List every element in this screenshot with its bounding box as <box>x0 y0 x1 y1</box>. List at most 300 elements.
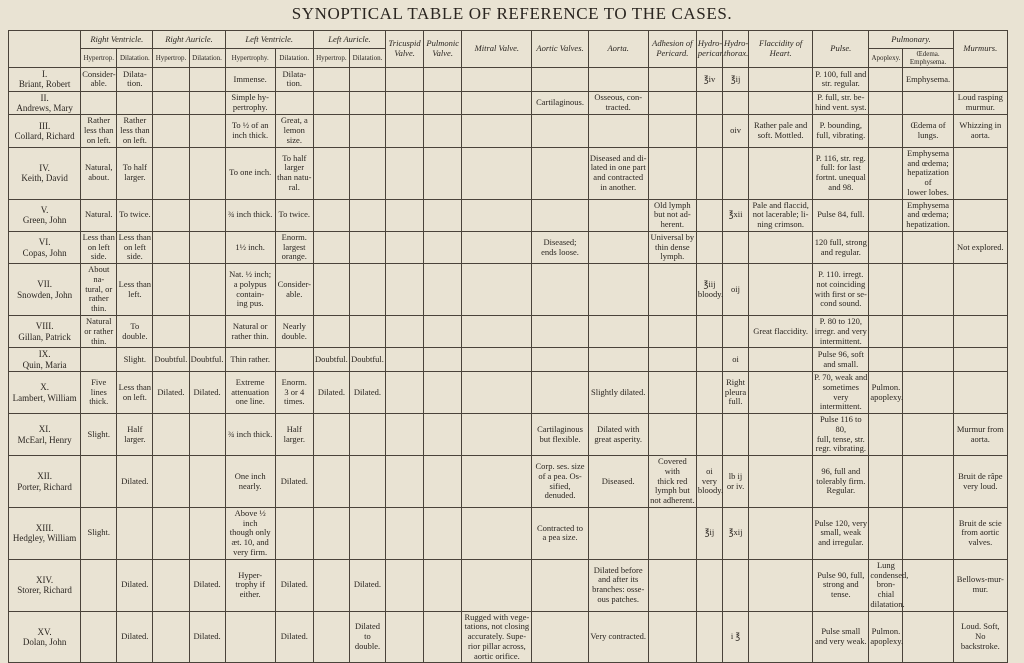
table-cell: Dilated. <box>275 611 313 663</box>
table-cell <box>349 456 385 508</box>
table-cell <box>424 372 462 414</box>
table-cell <box>225 611 275 663</box>
table-cell <box>903 348 953 372</box>
patient-name: Copas, John <box>22 247 67 258</box>
table-cell <box>313 559 349 611</box>
table-cell <box>313 264 349 316</box>
table-cell: Dilated. <box>349 559 385 611</box>
table-cell: Diseased. <box>588 456 648 508</box>
table-cell <box>424 115 462 147</box>
table-cell <box>462 348 532 372</box>
table-cell <box>349 414 385 456</box>
table-cell <box>869 414 903 456</box>
table-cell: Loud rasping murmur. <box>953 91 1007 115</box>
table-cell <box>696 559 722 611</box>
table-cell <box>588 348 648 372</box>
table-cell <box>953 348 1007 372</box>
table-cell <box>648 91 696 115</box>
table-cell <box>749 611 813 663</box>
case-number: V. <box>40 204 49 215</box>
table-cell: Dilated to double. <box>349 611 385 663</box>
table-cell <box>532 199 588 231</box>
table-cell <box>462 372 532 414</box>
table-cell: Doubtful. <box>349 348 385 372</box>
table-cell <box>696 348 722 372</box>
table-cell <box>462 507 532 559</box>
patient-name: Briant, Robert <box>18 79 71 90</box>
table-cell <box>953 372 1007 414</box>
table-cell <box>696 91 722 115</box>
table-cell: To half larger than natu- ral. <box>275 147 313 199</box>
table-cell <box>153 559 189 611</box>
table-cell: Simple hy- pertrophy. <box>225 91 275 115</box>
table-cell <box>903 372 953 414</box>
table-cell <box>462 264 532 316</box>
table-cell <box>722 231 748 263</box>
table-cell: Pulse 116 to 80, full, tense, str. regr. vibrating. <box>813 414 869 456</box>
table-cell <box>869 348 903 372</box>
case-name-cell <box>9 91 81 115</box>
table-cell: Cartilaginous. <box>532 91 588 115</box>
table-cell: Covered with thick red lymph but not adherent. <box>648 456 696 508</box>
header-case <box>9 31 81 68</box>
case-name-cell <box>9 231 81 263</box>
table-cell <box>722 316 748 348</box>
table-cell <box>903 507 953 559</box>
table-cell: Dilated. <box>189 372 225 414</box>
table-cell: Rugged with vege- tations, not closing accurately. Supe- rior pillar across, aortic orifice. <box>462 611 532 663</box>
table-row <box>9 414 1008 456</box>
case-number: XII. <box>37 471 52 482</box>
table-cell: ℥ij <box>722 68 748 92</box>
table-cell: Dilated. <box>189 559 225 611</box>
table-cell <box>386 507 424 559</box>
table-cell: Diseased and di- lated in one part and contracted in another. <box>588 147 648 199</box>
table-cell <box>153 147 189 199</box>
table-cell: Contracted to a pea size. <box>532 507 588 559</box>
table-cell <box>153 68 189 92</box>
table-cell <box>532 611 588 663</box>
table-cell <box>532 115 588 147</box>
table-cell <box>153 316 189 348</box>
patient-name: Green, John <box>22 215 67 226</box>
case-name-cell <box>9 414 81 456</box>
table-cell: Natural or rather thin. <box>81 316 117 348</box>
table-cell <box>424 147 462 199</box>
table-cell: To twice. <box>117 199 153 231</box>
patient-name: Dolan, John <box>22 637 67 648</box>
table-cell: Dilated. <box>117 559 153 611</box>
table-cell <box>903 414 953 456</box>
table-cell <box>81 348 117 372</box>
subheader-rv-hypertrop: Hypertrop. <box>81 49 117 68</box>
table-cell <box>648 559 696 611</box>
table-cell <box>349 115 385 147</box>
table-cell <box>153 611 189 663</box>
table-cell: P. 116, str. reg. full: for last fortnt. unequal and 98. <box>813 147 869 199</box>
table-cell: P. 80 to 120, irregr. and very intermittent. <box>813 316 869 348</box>
table-cell <box>189 68 225 92</box>
table-cell <box>903 316 953 348</box>
table-cell <box>313 316 349 348</box>
subheader-apoplexy: Apoplexy. <box>869 49 903 68</box>
table-cell <box>349 68 385 92</box>
table-cell <box>869 507 903 559</box>
table-cell: Cartilaginous but flexible. <box>532 414 588 456</box>
table-cell <box>153 456 189 508</box>
subheader-la-hypertrop: Hypertrop. <box>313 49 349 68</box>
table-cell: ¾ inch thick. <box>225 199 275 231</box>
header-pulmonic: Pulmonic Valve. <box>424 31 462 68</box>
table-cell <box>588 199 648 231</box>
table-cell <box>749 348 813 372</box>
table-cell <box>189 316 225 348</box>
table-cell: 120 full, strong and regular. <box>813 231 869 263</box>
table-row <box>9 611 1008 663</box>
table-cell <box>749 231 813 263</box>
table-cell <box>81 611 117 663</box>
table-cell <box>462 68 532 92</box>
table-cell <box>869 147 903 199</box>
table-row <box>9 115 1008 147</box>
table-cell <box>869 68 903 92</box>
table-cell <box>386 91 424 115</box>
table-cell: Lung condensed, bron- chial dilatation. <box>869 559 903 611</box>
table-cell <box>648 264 696 316</box>
table-cell: Above ½ inch though only æt. 10, and very firm. <box>225 507 275 559</box>
table-cell <box>588 68 648 92</box>
table-cell <box>81 559 117 611</box>
table-cell <box>349 264 385 316</box>
table-cell <box>869 115 903 147</box>
table-cell <box>349 231 385 263</box>
case-name-cell <box>9 115 81 147</box>
table-cell: Dilated with great asperity. <box>588 414 648 456</box>
table-cell <box>189 91 225 115</box>
table-cell <box>749 372 813 414</box>
table-cell: Natural or rather thin. <box>225 316 275 348</box>
table-cell <box>749 68 813 92</box>
patient-name: Porter, Richard <box>17 481 72 492</box>
table-cell: One inch nearly. <box>225 456 275 508</box>
table-cell: Bruit de râpe very loud. <box>953 456 1007 508</box>
case-number: XV. <box>37 626 52 637</box>
header-right-auricle: Right Auricle. <box>153 31 225 49</box>
table-cell: Loud. Soft, No backstroke. <box>953 611 1007 663</box>
header-hydro-pericar: Hydro-pericar. <box>696 31 722 68</box>
table-cell: i ℥ <box>722 611 748 663</box>
table-cell: Bellows-mur- mur. <box>953 559 1007 611</box>
table-cell <box>462 414 532 456</box>
table-cell: P. 100, full and str. regular. <box>813 68 869 92</box>
table-cell <box>648 115 696 147</box>
table-cell: Less than on left. <box>117 372 153 414</box>
case-name-cell <box>9 372 81 414</box>
table-cell <box>189 115 225 147</box>
table-cell <box>386 68 424 92</box>
header-aorta: Aorta. <box>588 31 648 68</box>
table-cell <box>275 91 313 115</box>
table-cell: Murmur from aorta. <box>953 414 1007 456</box>
table-cell <box>903 91 953 115</box>
table-cell: Pulse 84, full. <box>813 199 869 231</box>
table-cell: Dilata- tion. <box>275 68 313 92</box>
table-cell <box>462 115 532 147</box>
header-right-ventricle: Right Ventricle. <box>81 31 153 49</box>
table-cell: P. bounding, full, vibrating. <box>813 115 869 147</box>
table-cell: Consider- able. <box>275 264 313 316</box>
subheader-ra-dilatation: Dilatation. <box>189 49 225 68</box>
table-cell: Pulse 96, soft and small. <box>813 348 869 372</box>
table-cell: Not explored. <box>953 231 1007 263</box>
header-left-auricle: Left Auricle. <box>313 31 385 49</box>
table-cell <box>749 456 813 508</box>
table-cell <box>189 147 225 199</box>
table-row <box>9 68 1008 92</box>
table-cell <box>903 559 953 611</box>
table-cell <box>648 348 696 372</box>
table-cell: P. full, str. be- hind vent. syst. <box>813 91 869 115</box>
table-cell <box>386 147 424 199</box>
table-cell: Dilated before and after its branches: osse- ous patches. <box>588 559 648 611</box>
table-cell <box>313 68 349 92</box>
table-cell: Slightly dilated. <box>588 372 648 414</box>
table-row <box>9 264 1008 316</box>
table-cell <box>81 456 117 508</box>
table-cell: Less than on left side. <box>117 231 153 263</box>
table-cell <box>189 231 225 263</box>
case-number: I. <box>41 69 48 80</box>
table-cell: Nat. ½ inch; a polypus contain- ing pus. <box>225 264 275 316</box>
table-cell: Less than left. <box>117 264 153 316</box>
table-cell <box>588 231 648 263</box>
case-name-cell <box>9 507 81 559</box>
table-cell: ℥xii <box>722 199 748 231</box>
table-cell: Emphysema. <box>903 68 953 92</box>
table-cell <box>648 611 696 663</box>
table-cell: Dilated. <box>117 611 153 663</box>
table-cell: ¾ inch thick. <box>225 414 275 456</box>
patient-name: Keith, David <box>21 173 68 184</box>
table-cell <box>532 316 588 348</box>
table-cell <box>532 264 588 316</box>
table-cell <box>696 611 722 663</box>
table-cell: oij <box>722 264 748 316</box>
header-tricuspid: Tricuspid Valve. <box>386 31 424 68</box>
table-cell <box>349 91 385 115</box>
table-cell <box>696 414 722 456</box>
table-cell <box>424 231 462 263</box>
table-cell <box>117 507 153 559</box>
table-cell: To one inch. <box>225 147 275 199</box>
table-cell: Thin rather. <box>225 348 275 372</box>
table-cell <box>462 456 532 508</box>
table-cell <box>749 264 813 316</box>
table-cell: 1½ inch. <box>225 231 275 263</box>
table-cell <box>869 316 903 348</box>
patient-name: Quin, Maria <box>22 359 67 370</box>
patient-name: McEarl, Henry <box>17 434 72 445</box>
case-name-cell <box>9 199 81 231</box>
case-number: XIII. <box>35 523 54 534</box>
table-cell: To twice. <box>275 199 313 231</box>
case-name-cell <box>9 316 81 348</box>
table-cell: Great flaccidity. <box>749 316 813 348</box>
table-row <box>9 91 1008 115</box>
table-cell <box>153 91 189 115</box>
table-cell: Pulse small and very weak. <box>813 611 869 663</box>
table-cell <box>749 147 813 199</box>
case-number: VI. <box>38 237 51 248</box>
table-cell: Dilated. <box>275 559 313 611</box>
table-cell <box>953 199 1007 231</box>
table-cell: Dilated. <box>275 456 313 508</box>
case-number: IV. <box>39 162 50 173</box>
table-cell: oi <box>722 348 748 372</box>
table-cell: lb ij or iv. <box>722 456 748 508</box>
table-cell <box>749 507 813 559</box>
table-cell <box>462 91 532 115</box>
table-cell <box>349 507 385 559</box>
case-number: III. <box>38 120 51 131</box>
table-cell <box>869 199 903 231</box>
table-cell: Slight. <box>117 348 153 372</box>
table-cell <box>386 414 424 456</box>
header-aortic: Aortic Valves. <box>532 31 588 68</box>
table-cell: Half larger. <box>275 414 313 456</box>
table-cell <box>386 231 424 263</box>
table-cell <box>153 264 189 316</box>
table-cell <box>953 264 1007 316</box>
table-cell <box>313 91 349 115</box>
table-cell <box>696 115 722 147</box>
table-cell <box>462 231 532 263</box>
table-cell: P. 110. irregt. not coinciding with first or se- cond sound. <box>813 264 869 316</box>
table-cell <box>313 231 349 263</box>
table-cell <box>349 147 385 199</box>
table-cell: Pulse 90, full, strong and tense. <box>813 559 869 611</box>
table-cell: Immense. <box>225 68 275 92</box>
table-cell: ℥xij <box>722 507 748 559</box>
table-cell: ℥iij bloody. <box>696 264 722 316</box>
table-cell: Extreme attenuation one line. <box>225 372 275 414</box>
table-cell <box>275 348 313 372</box>
table-body <box>9 68 1008 663</box>
patient-name: Collard, Richard <box>14 131 75 142</box>
table-cell <box>313 147 349 199</box>
table-cell <box>588 316 648 348</box>
table-cell <box>424 507 462 559</box>
table-cell <box>648 507 696 559</box>
table-cell: ℥iv <box>696 68 722 92</box>
table-cell: Pulse 120, very small, weak and irregular. <box>813 507 869 559</box>
table-cell: Œdema of lungs. <box>903 115 953 147</box>
table-cell <box>749 414 813 456</box>
table-cell <box>424 348 462 372</box>
table-cell: Rather less than on left. <box>81 115 117 147</box>
subheader-lv-dilatation: Dilatation. <box>275 49 313 68</box>
table-cell <box>349 199 385 231</box>
table-cell: Five lines thick. <box>81 372 117 414</box>
table-cell: To double. <box>117 316 153 348</box>
table-row <box>9 348 1008 372</box>
table-title: SYNOPTICAL TABLE OF REFERENCE TO THE CASES. <box>291 4 733 23</box>
table-cell <box>313 456 349 508</box>
table-cell <box>869 91 903 115</box>
table-cell <box>532 372 588 414</box>
case-number: IX. <box>38 349 51 360</box>
table-cell <box>648 68 696 92</box>
header-hydro-thorax: Hydro-thorax. <box>722 31 748 68</box>
table-cell <box>313 115 349 147</box>
table-row <box>9 316 1008 348</box>
table-cell <box>153 199 189 231</box>
case-name-cell <box>9 147 81 199</box>
table-row <box>9 456 1008 508</box>
table-cell <box>349 316 385 348</box>
table-cell <box>749 559 813 611</box>
table-cell: Rather less than on left. <box>117 115 153 147</box>
table-cell <box>588 507 648 559</box>
table-row <box>9 372 1008 414</box>
table-cell <box>386 611 424 663</box>
patient-name: Andrews, Mary <box>16 103 73 114</box>
table-cell: To ½ of an inch thick. <box>225 115 275 147</box>
header-adhesion: Adhesion of Pericard. <box>648 31 696 68</box>
table-cell: Dilated. <box>313 372 349 414</box>
table-cell <box>648 147 696 199</box>
table-cell <box>462 316 532 348</box>
table-cell <box>696 316 722 348</box>
table-cell <box>313 611 349 663</box>
table-cell <box>722 414 748 456</box>
table-cell <box>532 348 588 372</box>
table-cell <box>153 507 189 559</box>
table-cell: Slight. <box>81 414 117 456</box>
table-cell: Doubtful. <box>153 348 189 372</box>
table-cell <box>313 414 349 456</box>
table-cell: Bruit de scie from aortic valves. <box>953 507 1007 559</box>
header-pulmonary: Pulmonary. <box>869 31 953 49</box>
table-cell: Dilated. <box>117 456 153 508</box>
table-cell: oi very bloody. <box>696 456 722 508</box>
table-cell <box>953 316 1007 348</box>
header-left-ventricle: Left Ventricle. <box>225 31 313 49</box>
table-cell <box>424 559 462 611</box>
case-number: II. <box>40 92 49 103</box>
table-cell: Universal by thin dense lymph. <box>648 231 696 263</box>
table-cell <box>462 147 532 199</box>
table-cell <box>424 456 462 508</box>
table-cell <box>153 231 189 263</box>
table-cell: Enorm. largest orange. <box>275 231 313 263</box>
table-cell: Rather pale and soft. Mottled. <box>749 115 813 147</box>
table-cell: Doubtful. <box>313 348 349 372</box>
table-cell: ℥ij <box>696 507 722 559</box>
table-cell <box>532 559 588 611</box>
table-cell: Doubtful. <box>189 348 225 372</box>
table-row <box>9 147 1008 199</box>
table-cell: Dilated. <box>189 611 225 663</box>
table-cell: Great, a lemon size. <box>275 115 313 147</box>
table-cell <box>386 348 424 372</box>
table-cell: Emphysema and œdema; hepatization of lower lobes. <box>903 147 953 199</box>
table-cell <box>153 414 189 456</box>
case-name-cell <box>9 264 81 316</box>
table-cell <box>386 456 424 508</box>
table-cell: Less than on left side. <box>81 231 117 263</box>
case-name-cell <box>9 68 81 92</box>
